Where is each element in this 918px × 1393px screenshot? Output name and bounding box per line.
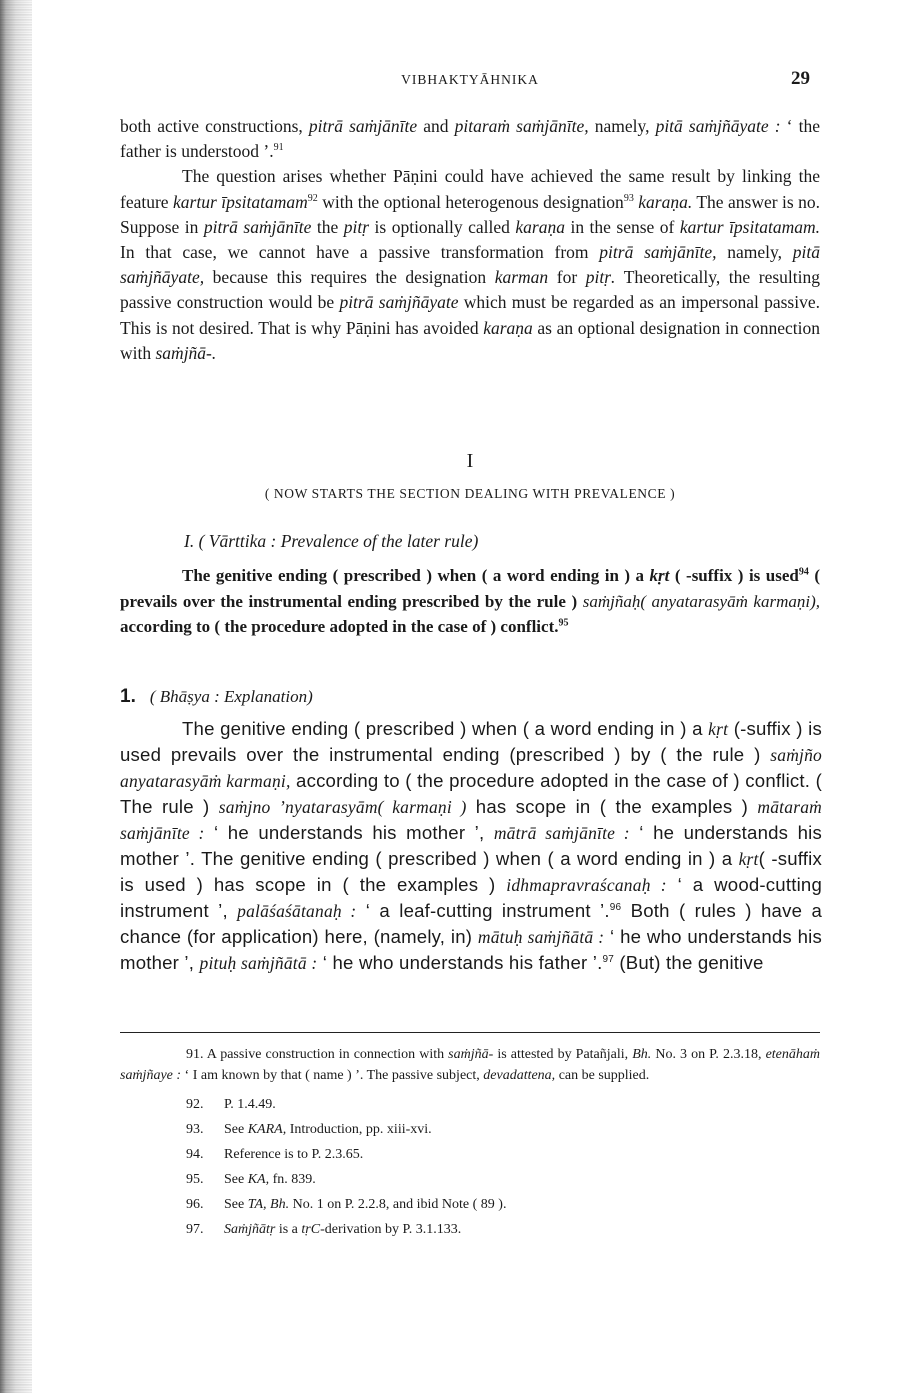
section-numeral: I bbox=[466, 450, 474, 472]
varttika-label: I. ( Vārttika : Prevalence of the later rule) bbox=[184, 531, 479, 551]
footnote-ref-94[interactable]: 94 bbox=[798, 566, 809, 578]
body-text bbox=[120, 114, 820, 366]
bhasya-paragraph: The genitive ending ( prescribed ) when ( a word ending in ) a kṛt (-suffix ) is used prevails over the instrumental ending (prescribed ) by ( the rule ) saṁjño anyatarasyāṁ karmaṇi, according to ( the procedure adopted in the case of ) conflict. ( The rule ) saṁjno ’nyatarasyām( karmaṇi ) has scope in ( the examples ) mātaraṁ saṁjānīte : ‘ he understands his mother ’, mātrā saṁjānīte : ‘ he understands his mother ’. The genitive ending ( prescribed ) when ( a word ending in ) a kṛt( -suffix is used ) has scope in ( the examples ) idhmapravraścanaḥ : ‘ a wood-cutting instrument ’, palāśaśātanaḥ : ‘ a leaf-cutting instrument ’.$^{96}$ Both ( rules ) have a chance (for application) here, (namely, in) mātuḥ saṁjñātā : ‘ he who understands his mother ’, pituḥ saṁjñātā : ‘ he who understands his father ’.$^{97}$ (But) the genitive bbox=[120, 718, 823, 973]
bhasya-text bbox=[120, 716, 822, 976]
paragraph-passive-constructions: both active constructions, pitrā saṁjānīte and pitaraṁ saṁjānīte, namely, pitā saṁjñāyate : ‘ the father is understood ’.$^{91}$ bbox=[120, 116, 820, 162]
footnote-97: 97. Saṁjñātṛ is a tṛC-derivation by P. 3.1.133. bbox=[186, 1222, 462, 1237]
footnote-96: 96. See TA, Bh. No. 1 on P. 2.2.8, and ibid Note ( 89 ). bbox=[186, 1197, 507, 1212]
footnote-ref-92[interactable]: 92 bbox=[307, 192, 318, 204]
scan-shadow-edge bbox=[0, 0, 32, 1393]
bhasya-title: ( Bhāṣya : Explanation) bbox=[149, 687, 313, 706]
footnotes bbox=[120, 1044, 820, 1244]
footnote-95: 95. See KA, fn. 839. bbox=[186, 1172, 316, 1187]
footnote-ref-96[interactable]: 96 bbox=[609, 901, 622, 913]
footnote-ref-95[interactable]: 95 bbox=[558, 617, 569, 629]
footnote-91: 91. A passive construction in connection with saṁjñā- is attested by Patañjali, Bh. No. 3 on P. 2.3.18, etenāhaṁ saṁjñaye : ‘ I am known by that ( name ) ’. The passive subject, devadattena, can be supplied. bbox=[120, 1047, 820, 1083]
paragraph-question: The question arises whether Pāṇini could have achieved the same result by linking the feature kartur īpsitatamam$^{92}$ with the optional heterogenous designation$^{93}$ karaṇa. The answer is no. Suppose in pitrā saṁjānīte the pitṛ is optionally called karaṇa in the sense of kartur īpsitatamam. In that case, we cannot have a passive transformation from pitrā saṁjānīte, namely, pitā saṁjñāyate, because this requires the designation karman for pitṛ. Theoretically, the resulting passive construction would be pitrā saṁjñāyate which must be regarded as an impersonal passive. This is not desired. That is why Pāṇini has avoided karaṇa as an optional designation in connection with saṁjñā-. bbox=[120, 166, 821, 363]
footnote-ref-97[interactable]: 97 bbox=[602, 953, 615, 965]
footnote-ref-91[interactable]: 91 bbox=[273, 142, 284, 154]
page-header bbox=[120, 68, 820, 94]
varttika-paragraph: The genitive ending ( prescribed ) when ( a word ending in ) a kṛt ( -suffix ) is used$^{94}$ ( prevails over the instrumental ending prescribed by the rule ) saṁjñaḥ( anyatarasyāṁ karmaṇi), according to ( the procedure adopted in the case of ) conflict.$^{95}$ bbox=[120, 566, 821, 636]
footnote-ref-93[interactable]: 93 bbox=[623, 192, 634, 204]
varttika-text bbox=[120, 563, 820, 640]
running-head: VIBHAKTYĀHNIKA bbox=[401, 72, 539, 87]
bhasya-label bbox=[120, 686, 313, 708]
page-number: 29 bbox=[791, 68, 810, 89]
section-heading: ( NOW STARTS THE SECTION DEALING WITH PREVALENCE ) bbox=[264, 486, 676, 501]
bhasya-number: 1. bbox=[120, 686, 136, 707]
footnote-divider bbox=[120, 1032, 820, 1033]
footnote-92: 92. P. 1.4.49. bbox=[186, 1097, 276, 1112]
footnote-94: 94. Reference is to P. 2.3.65. bbox=[186, 1147, 364, 1162]
footnote-93: 93. See KARA, Introduction, pp. xiii-xvi. bbox=[186, 1122, 432, 1137]
